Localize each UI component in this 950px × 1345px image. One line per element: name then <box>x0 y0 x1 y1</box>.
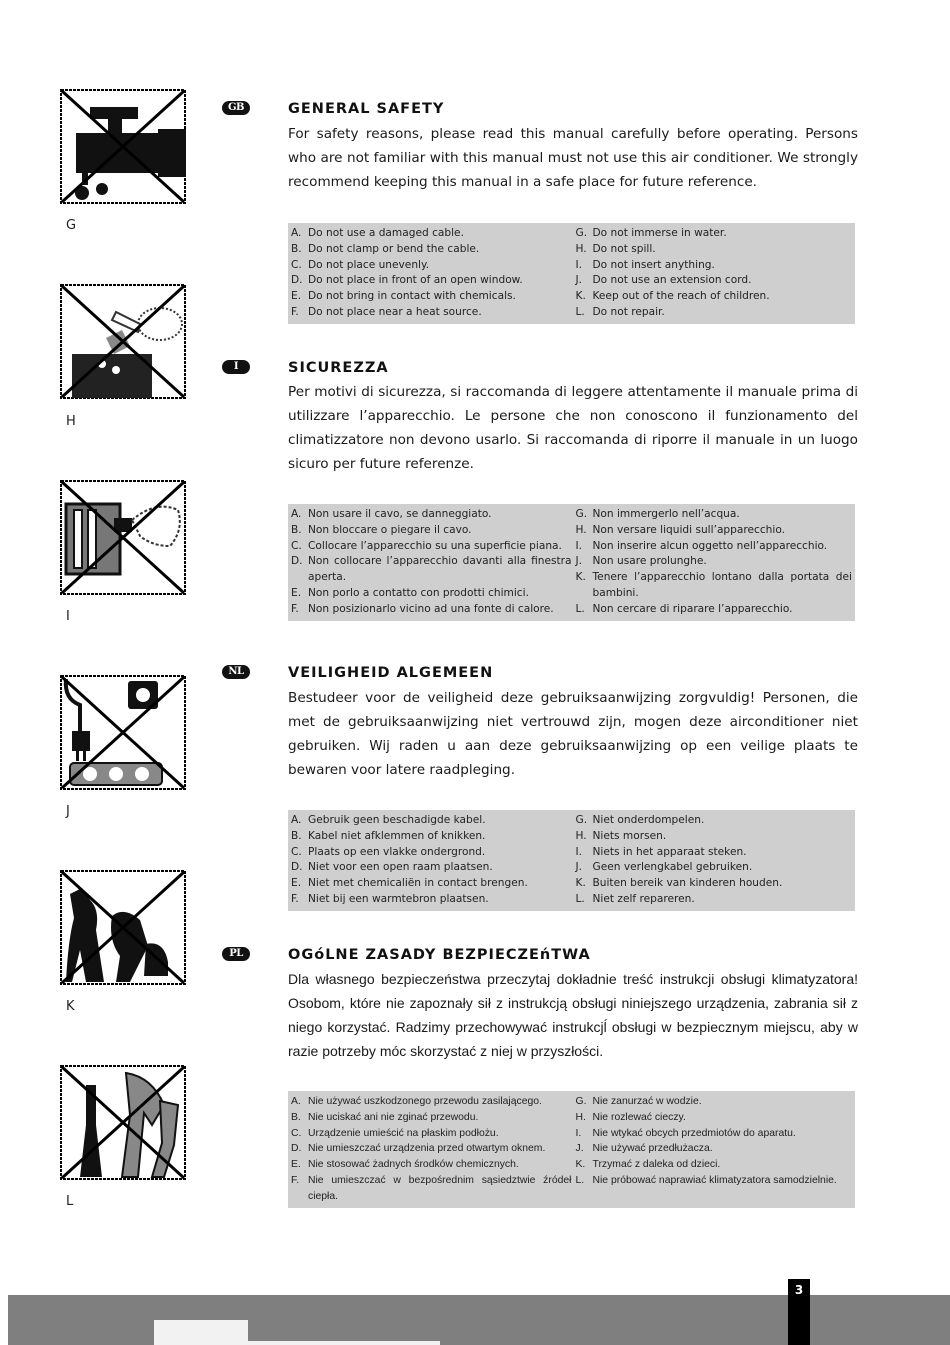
pictogram-label: H <box>66 414 76 429</box>
rule-item: E. Nie stosować żadnych środków chemicznych. <box>291 1159 519 1171</box>
rule-item: J. Non usare prolunghe. <box>575 555 707 568</box>
rule-item: B. Do not clamp or bend the cable. <box>291 242 480 255</box>
pictogram-label: J <box>66 804 70 819</box>
rule-item: F. Nie umieszczać w bezpośrednim sąsiedztwie źródeł ciepła. <box>291 1174 572 1202</box>
rule-item: H. Non versare liquidi sull’apparecchio. <box>575 523 785 536</box>
rule-item: F. Do not place near a heat source. <box>291 305 482 318</box>
section-title: SICUREZZA <box>288 360 389 376</box>
rule-item: K. Trzymać z daleka od dzieci. <box>575 1159 721 1171</box>
rules-right-column <box>572 507 856 618</box>
section-title: VEILIGHEID ALGEMEEN <box>288 665 494 681</box>
page-number: 3 <box>794 1283 804 1297</box>
rule-item: A. Non usare il cavo, se danneggiato. <box>291 508 492 520</box>
footer-divider <box>248 1341 440 1345</box>
pictogram-label: G <box>66 218 77 233</box>
rules-box <box>288 223 855 324</box>
rule-item: I. Do not insert anything. <box>575 258 715 271</box>
language-badge-gb: GB <box>222 101 250 115</box>
rule-item: G. Nie zanurzać w wodzie. <box>575 1096 702 1107</box>
rule-item: C. Plaats op een vlakke ondergrond. <box>291 845 486 858</box>
section-intro: For safety reasons, please read this manual carefully before operating. Persons who are not familiar with this manual must not use this air conditioner. We strongly recommend keeping this manual in a safe place for future reference. <box>288 126 858 190</box>
pictogram-label: K <box>66 999 75 1014</box>
rules-right-column <box>572 1094 856 1205</box>
rule-item: L. Niet zelf repareren. <box>575 892 695 905</box>
tools-repair-icon <box>60 1065 186 1180</box>
rule-item: D. Do not place in front of an open window. <box>291 274 523 287</box>
section-intro: Dla własnego bezpieczeństwa przeczytaj dokładnie treść instrukcji obsługi klimatyzatora! Osobom, które nie zapoznały sił z instrukcją obsługi niniejszego urządzenia, zabrania sił z niego korzystać. Radzimy przechowywać instrukcjĺ obsługi w bezpiecznym miejscu, aby w razie potrzeby móc skorzystać z niej w przyszłości. <box>288 971 858 1059</box>
pictogram-label: I <box>66 609 70 624</box>
rule-item: L. Do not repair. <box>575 305 665 318</box>
rules-box <box>288 1091 855 1208</box>
rule-item: I. Niets in het apparaat steken. <box>575 845 747 858</box>
language-badge-it: I <box>222 360 250 374</box>
rule-item: H. Nie rozlewać cieczy. <box>575 1111 686 1123</box>
rule-item: I. Non inserire alcun oggetto nell’apparecchio. <box>575 539 828 552</box>
power-strip-icon <box>60 675 186 790</box>
rule-item: E. Non porlo a contatto con prodotti chimici. <box>291 586 529 599</box>
rule-item: H. Do not spill. <box>575 242 656 255</box>
rule-item: E. Niet met chemicaliën in contact brengen. <box>291 877 528 890</box>
rule-item: C. Urządzenie umieścić na płaskim podłożu. <box>291 1127 499 1139</box>
rule-item: J. Nie używać przedłużacza. <box>575 1143 713 1155</box>
rule-item: J. Do not use an extension cord. <box>575 274 752 287</box>
socket-plug-icon <box>60 480 186 595</box>
rule-item: A. Do not use a damaged cable. <box>291 227 464 239</box>
rule-item: D. Non collocare l’apparecchio davanti alla finestra aperta. <box>291 555 572 584</box>
rule-item: D. Niet voor een open raam plaatsen. <box>291 861 493 874</box>
rule-item: K. Keep out of the reach of children. <box>575 290 770 303</box>
rule-item: K. Buiten bereik van kinderen houden. <box>575 877 783 890</box>
rules-left-column <box>288 1094 572 1205</box>
rule-item: B. Kabel niet afklemmen of knikken. <box>291 829 486 842</box>
language-badge-nl: NL <box>222 665 250 679</box>
rule-item: A. Nie używać uszkodzonego przewodu zasilającego. <box>291 1096 542 1107</box>
rule-item: L. Non cercare di riparare l’apparecchio. <box>575 602 793 615</box>
rule-item: I. Nie wtykać obcych przedmiotów do aparatu. <box>575 1127 796 1139</box>
rule-item: D. Nie umieszczać urządzenia przed otwartym oknem. <box>291 1143 546 1155</box>
rule-item: J. Geen verlengkabel gebruiken. <box>575 861 753 874</box>
rule-item: A. Gebruik geen beschadigde kabel. <box>291 814 486 826</box>
rule-item: L. Nie próbować naprawiać klimatyzatora samodzielnie. <box>575 1174 837 1186</box>
rule-item: E. Do not bring in contact with chemicals. <box>291 290 516 303</box>
section-title: GENERAL SAFETY <box>288 101 445 117</box>
rule-item: K. Tenere l’apparecchio lontano dalla portata dei bambini. <box>575 571 852 599</box>
child-cat-icon <box>60 870 186 985</box>
rule-item: B. Nie uciskać ani nie zginać przewodu. <box>291 1111 479 1123</box>
rules-left-column <box>288 813 572 908</box>
rule-item: C. Collocare l’apparecchio su una superficie piana. <box>291 539 562 552</box>
footer-decoration <box>154 1320 248 1345</box>
section-intro: Bestudeer voor de veiligheid deze gebruiksaanwijzing zorgvuldig! Personen, die met de gebruiksaanwijzing niet vertrouwd zijn, mogen deze airconditioner niet gebruiken. Wij raden u aan deze gebruiksaanwijzing op een veilige plaats te bewaren voor latere raadpleging. <box>288 690 858 778</box>
rule-item: F. Niet bij een warmtebron plaatsen. <box>291 892 489 905</box>
rule-item: F. Non posizionarlo vicino ad una fonte di calore. <box>291 602 554 615</box>
rules-box <box>288 810 855 911</box>
rule-item: C. Do not place unevenly. <box>291 258 430 271</box>
rule-item: G. Do not immerse in water. <box>575 227 727 239</box>
rules-right-column <box>572 813 856 908</box>
language-badge-pl: PL <box>222 947 250 961</box>
watering-can-icon <box>60 284 186 399</box>
rule-item: G. Niet onderdompelen. <box>575 814 705 826</box>
rules-box <box>288 504 855 621</box>
rules-left-column <box>288 226 572 321</box>
rule-item: B. Non bloccare o piegare il cavo. <box>291 523 472 536</box>
rule-item: H. Niets morsen. <box>575 829 667 842</box>
section-title: OGóLNE ZASADY BEZPIECZEńTWA <box>288 947 591 963</box>
section-intro: Per motivi di sicurezza, si raccomanda di leggere attentamente il manuale prima di utilizzare l’apparecchio. Le persone che non conoscono il funzionamento del climatizzatore non devono usarlo. Si raccomanda di riporre il manuale in un luogo sicuro per future referenze. <box>288 384 858 472</box>
tap-water-icon <box>60 89 186 204</box>
pictogram-label: L <box>66 1194 74 1209</box>
rules-left-column <box>288 507 572 618</box>
rules-right-column <box>572 226 856 321</box>
rule-item: G. Non immergerlo nell’acqua. <box>575 508 740 520</box>
